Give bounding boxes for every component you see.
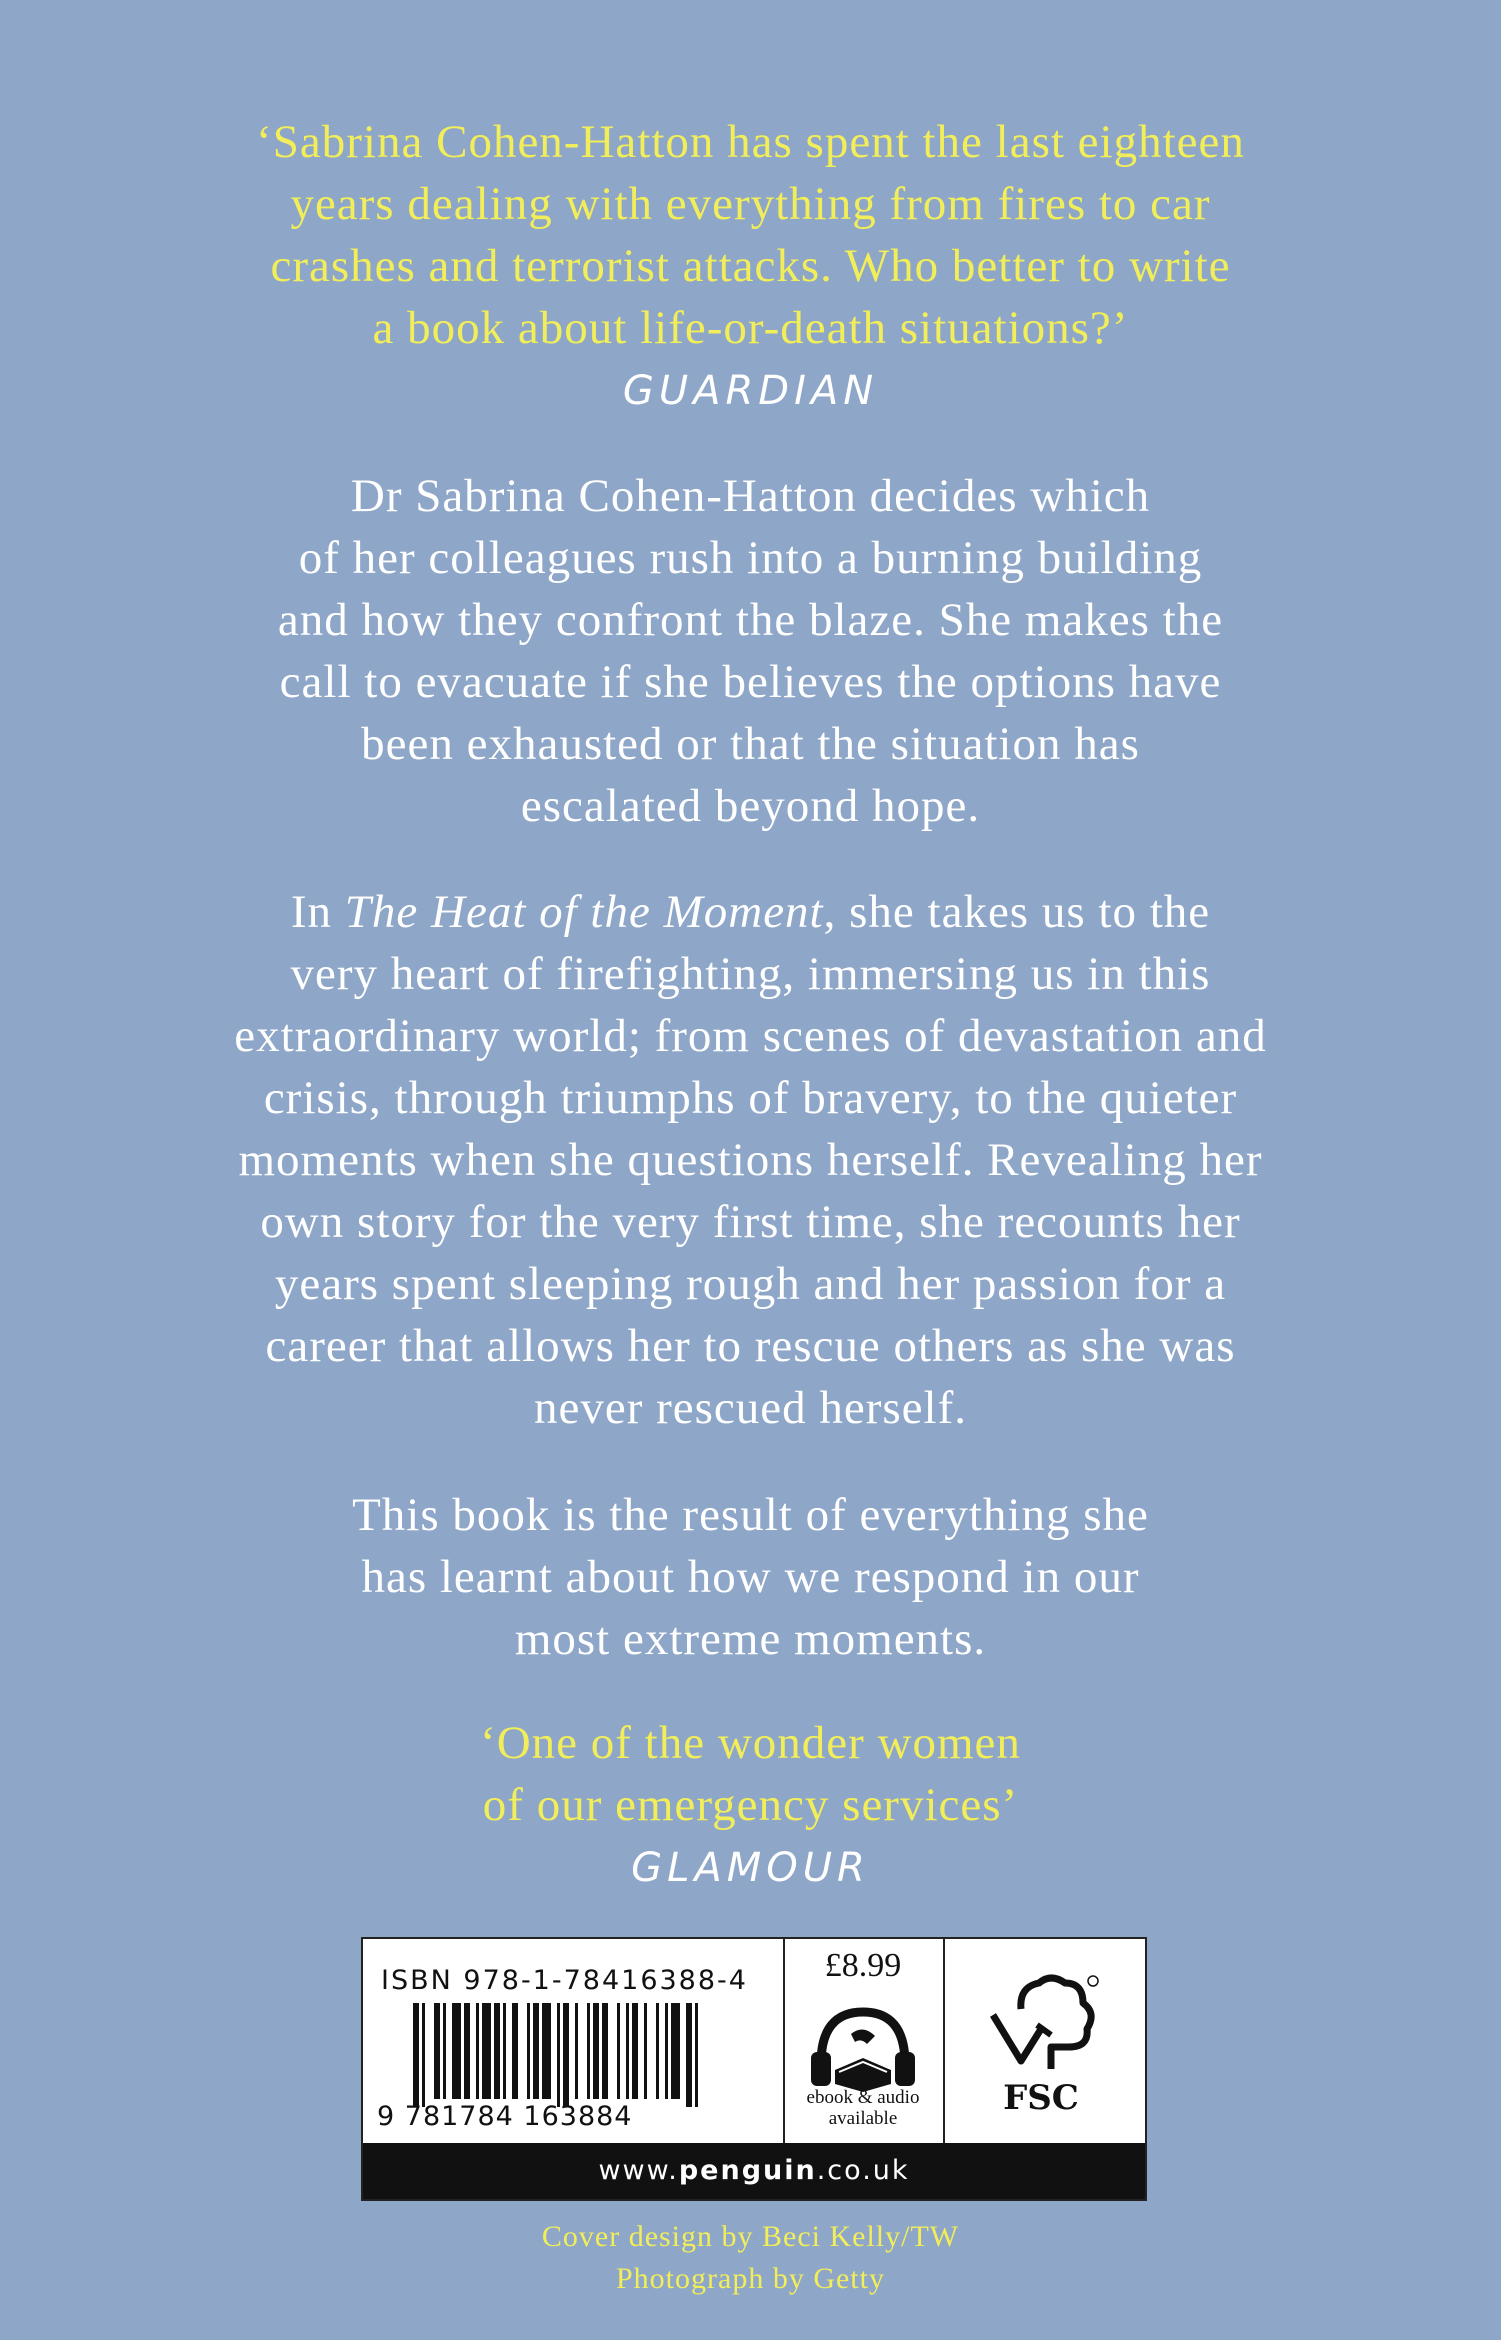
fsc-text: FSC xyxy=(1003,2078,1079,2118)
quote-line: crashes and terrorist attacks. Who better to write xyxy=(270,240,1231,292)
blurb-line: been exhausted or that the situation has xyxy=(361,718,1140,770)
barcode-bar xyxy=(512,2003,518,2099)
website-bar xyxy=(363,2143,1145,2199)
barcode-bar xyxy=(587,2003,590,2099)
blurb-suffix: , she takes us to the xyxy=(823,886,1211,938)
blurb-line: never rescued herself. xyxy=(533,1382,968,1434)
blurb-line: and how they confront the blaze. She makes the xyxy=(277,594,1224,646)
blurb-line: own story for the very first time, she recounts her xyxy=(260,1196,1241,1248)
ebook-line-1: ebook & audio xyxy=(806,2087,920,2108)
quote-line: a book about life-or-death situations?’ xyxy=(372,302,1129,354)
blurb-line: most extreme moments. xyxy=(514,1613,987,1665)
blurb-paragraph-2 xyxy=(0,881,1501,1439)
barcode-bar xyxy=(494,2003,500,2099)
barcode-digits: 9 781784 163884 xyxy=(377,2101,633,2132)
blurb-line: Dr Sabrina Cohen-Hatton decides which xyxy=(350,470,1151,522)
review-quote-glamour xyxy=(0,1712,1501,1836)
blurb-line: call to evacuate if she believes the options have xyxy=(279,656,1222,708)
barcode-bar xyxy=(413,2003,419,2107)
barcode-bar xyxy=(671,2003,680,2099)
quote-line: years dealing with everything from fires to car xyxy=(290,178,1211,230)
barcode-bar xyxy=(695,2003,698,2107)
ebook-audio-label xyxy=(783,2087,943,2129)
photo-credit: Photograph by Getty xyxy=(616,2262,885,2295)
barcode-bar xyxy=(626,2003,629,2099)
blurb-line: of her colleagues rush into a burning building xyxy=(298,532,1203,584)
blurb-line: This book is the result of everything she xyxy=(352,1489,1149,1541)
barcode-bar xyxy=(656,2003,659,2099)
barcode-bar xyxy=(443,2003,446,2099)
quote-line: ‘One of the wonder women xyxy=(480,1717,1021,1769)
review-quote-guardian xyxy=(0,111,1501,359)
barcode-bar xyxy=(482,2003,491,2099)
quote-source-glamour: GLAMOUR xyxy=(631,1845,870,1891)
barcode-bar xyxy=(563,2003,569,2107)
headphones-book-icon xyxy=(803,1994,923,2094)
fsc-tree-icon xyxy=(981,1969,1101,2119)
blurb-line: moments when she questions herself. Revealing her xyxy=(238,1134,1263,1186)
blurb-prefix: In xyxy=(290,886,345,938)
blurb-line: years spent sleeping rough and her passion for a xyxy=(274,1258,1227,1310)
barcode-bar xyxy=(593,2003,599,2099)
barcode-bar xyxy=(617,2003,620,2099)
barcode-bar xyxy=(527,2003,530,2099)
barcode-bar xyxy=(452,2003,461,2099)
barcode-bar xyxy=(557,2003,560,2107)
blurb-line: has learnt about how we respond in our xyxy=(361,1551,1140,1603)
web-brand: penguin xyxy=(678,2155,817,2186)
barcode-icon xyxy=(413,2003,773,2107)
quote-line: of our emergency services’ xyxy=(482,1779,1019,1831)
fsc-section xyxy=(945,1939,1145,2143)
book-title: The Heat of the Moment xyxy=(344,886,824,938)
blurb-line: escalated beyond hope. xyxy=(520,780,981,832)
ebook-line-2: available xyxy=(828,2108,898,2129)
isbn-section xyxy=(363,1939,785,2143)
web-suffix: .co.uk xyxy=(816,2155,910,2186)
barcode-bar xyxy=(686,2003,692,2107)
blurb-line: very heart of firefighting, immersing us in this xyxy=(290,948,1211,1000)
price-label: £8.99 xyxy=(824,1947,902,1984)
barcode-bar xyxy=(602,2003,608,2099)
web-prefix: www. xyxy=(598,2155,679,2186)
barcode-bar xyxy=(476,2003,479,2099)
blurb-paragraph-3 xyxy=(0,1484,1501,1670)
barcode-bar xyxy=(434,2003,440,2099)
price-section xyxy=(783,1939,945,2143)
blurb-first-line xyxy=(0,881,1501,943)
blurb-line: career that allows her to rescue others as she was xyxy=(265,1320,1236,1372)
isbn-label: ISBN 978-1-78416388-4 xyxy=(381,1965,748,1996)
barcode-panel xyxy=(361,1937,1147,2201)
barcode-bar xyxy=(503,2003,506,2099)
blurb-line: extraordinary world; from scenes of devastation and xyxy=(234,1010,1267,1062)
barcode-bar xyxy=(542,2003,551,2099)
quote-line: ‘Sabrina Cohen-Hatton has spent the last eighteen xyxy=(256,116,1245,168)
barcode-bar xyxy=(464,2003,470,2099)
barcode-bar xyxy=(632,2003,638,2099)
barcode-bar xyxy=(644,2003,647,2099)
blurb-paragraph-1 xyxy=(0,465,1501,837)
design-credit: Cover design by Beci Kelly/TW xyxy=(541,2220,960,2253)
blurb-line: crisis, through triumphs of bravery, to the quieter xyxy=(263,1072,1238,1124)
quote-source-guardian: GUARDIAN xyxy=(622,368,879,414)
barcode-bar xyxy=(575,2003,578,2099)
cover-credits xyxy=(0,2216,1501,2300)
barcode-bar xyxy=(665,2003,668,2099)
barcode-bar xyxy=(533,2003,539,2099)
barcode-bar xyxy=(422,2003,425,2107)
